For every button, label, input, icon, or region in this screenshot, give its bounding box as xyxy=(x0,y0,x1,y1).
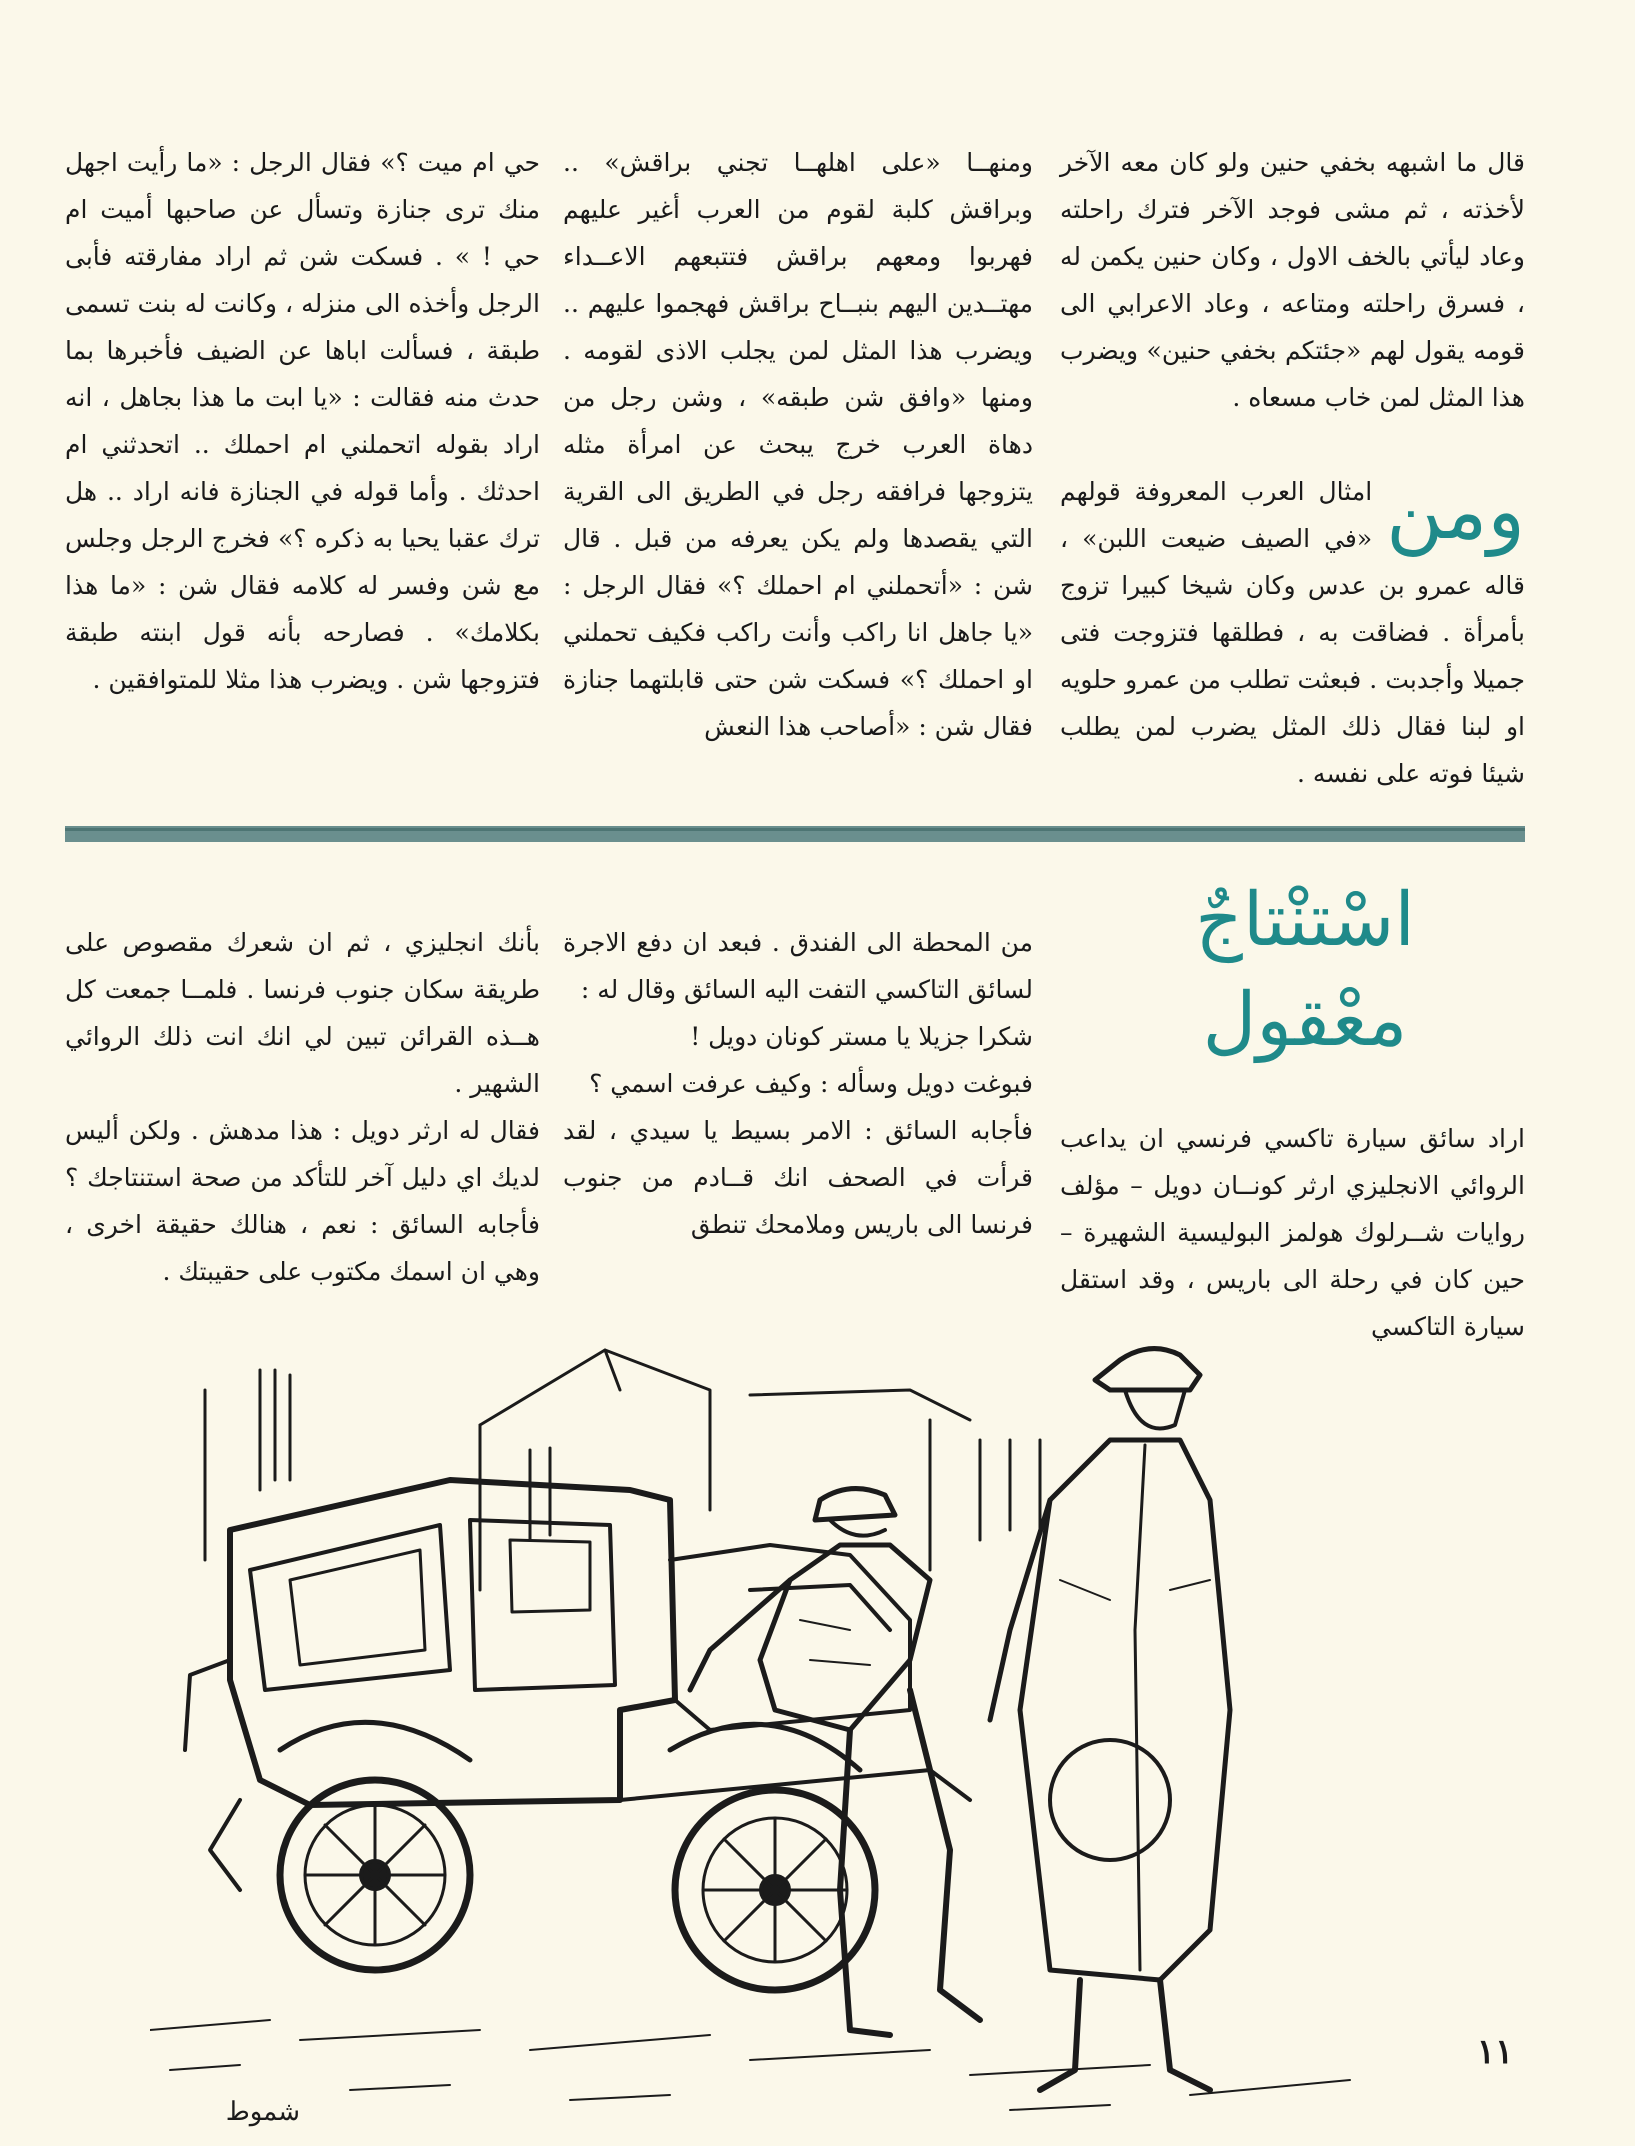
illustration-signature: شموط xyxy=(225,2097,300,2127)
article-paragraph-intro: اراد سائق سيارة تاكسي فرنسي ان يداعب الروائي الانجليزي ارثر كونــان دويل – مؤلف روايات شــرلوك هولمز البوليسية الشهيرة – حين كان في رحلة الى باريس ، وقد استقل سيارة التاكسي xyxy=(1060,1124,1525,1341)
drop-cap: ومن xyxy=(1386,467,1525,557)
section-divider xyxy=(65,826,1525,842)
building-sketch xyxy=(205,1350,1040,1590)
paragraph-shan-tabaqa: حي ام ميت ؟» فقال الرجل : «ما رأيت اجهل منك ترى جنازة وتسأل عن صاحبها أميت ام حي ! » . فسكت شن ثم اراد مفارقته فأبى الرجل وأخذه الى منزله ، وكانت له بنت تسمى طبقة ، فسألت اباها عن الضيف فأخبرها بما حدث منه فقالت : «يا ابت ما هذا بجاهل ، انه اراد بقوله اتحملني ام احملك .. اتحدثني ام احدثك . وأما قوله في الجنازة فانه اراد .. هل ترك عقبا يحيا به ذكره ؟» فخرج الرجل وجلس مع شن وفسر له كلامه فقال شن : «ما هذا بكلامك» . فصارحه بأنه قول ابنته طبقة فتزوجها شن . ويضرب هذا مثلا للمتوافقين . xyxy=(65,148,540,694)
taxi-illustration xyxy=(150,1330,1480,2130)
text-column-left xyxy=(65,92,540,750)
text-column-right xyxy=(1060,92,1525,844)
article-column-left xyxy=(65,872,540,1342)
article-title-line2: معْقول xyxy=(1202,977,1408,1063)
passenger-figure xyxy=(990,1349,1230,2090)
paragraph-proverbs xyxy=(1060,468,1525,797)
article-paragraph-ending: بأنك انجليزي ، ثم ان شعرك مقصوص على طريقة سكان جنوب فرنسا . فلمــا جمعت كل هــذه القرائن تبين لي انك انت ذلك الروائي الشهير . فقال له ارثر دويل : هذا مدهش . ولكن أليس لديك اي دليل آخر للتأكد من صحة استنتاجك ؟ فأجابه السائق : نعم ، هنالك حقيقة اخرى ، وهي ان اسمك مكتوب على حقيبتك . xyxy=(65,928,540,1286)
driver-figure xyxy=(690,1489,980,2035)
article-paragraph-dialogue: من المحطة الى الفندق . فبعد ان دفع الاجرة لسائق التاكسي التفت اليه السائق وقال له : شكرا جزيلا يا مستر كونان دويل ! فبوغت دويل وسأله : وكيف عرفت اسمي ؟ فأجابه السائق : الامر بسيط يا سيدي ، لقد قرأت في الصحف انك قــادم من جنوب فرنسا الى باريس وملامحك تنطق xyxy=(563,928,1033,1239)
paragraph-baraqish: ومنهــا «على اهلهــا تجني براقش» .. وبراقش كلبة لقوم من العرب أغير عليهم فهربوا ومعهم براقش فتتبعهم الاعــداء مهتــدين اليهم بنبــاح براقش فهجموا عليهم .. ويضرب هذا المثل لمن يجلب الاذى لقومه . ومنها «وافق شن طبقه» ، وشن رجل من دهاة العرب خرج يبحث عن امرأة مثله يتزوجها فرافقه رجل في الطريق الى القرية التي يقصدها ولم يكن يعرفه من قبل . قال شن : «أتحملني ام احملك ؟» فقال الرجل : «يا جاهل انا راكب وأنت راكب فكيف تحملني او احملك ؟» فسكت شن حتى قابلتهما جنازة فقال شن : «أصاحب هذا النعش xyxy=(563,148,1033,741)
article-column-middle xyxy=(563,872,1033,1295)
paragraph-summer-milk: امثال العرب المعروفة قولهم «في الصيف ضيعت اللبن» ، قاله عمرو بن عدس وكان شيخا كبيرا تزوج بأمرأة . فضاقت به ، فطلقها فتزوجت فتى جميلا وأجدبت . فبعثت تطلب من عمرو حلويه او لبنا فقال ذلك المثل يضرب لمن يطلب شيئا فوته على نفسه . xyxy=(1060,477,1525,788)
article-title xyxy=(1100,870,1510,1090)
article-title-line1: اسْتنْتاجٌ xyxy=(1195,877,1415,963)
paragraph-hunayn-end: قال ما اشبهه بخفي حنين ولو كان معه الآخر لأخذته ، ثم مشى فوجد الآخر فترك راحلته وعاد ليأتي بالخف الاول ، وكان حنين يكمن له ، فسرق راحلته ومتاعه ، وعاد الاعرابي الى قومه يقول لهم «جئتكم بخفي حنين» ويضرب هذا المثل لمن خاب مسعاه . xyxy=(1060,148,1525,412)
page-number: ١١ xyxy=(1476,2032,1514,2072)
text-column-middle xyxy=(563,92,1033,797)
